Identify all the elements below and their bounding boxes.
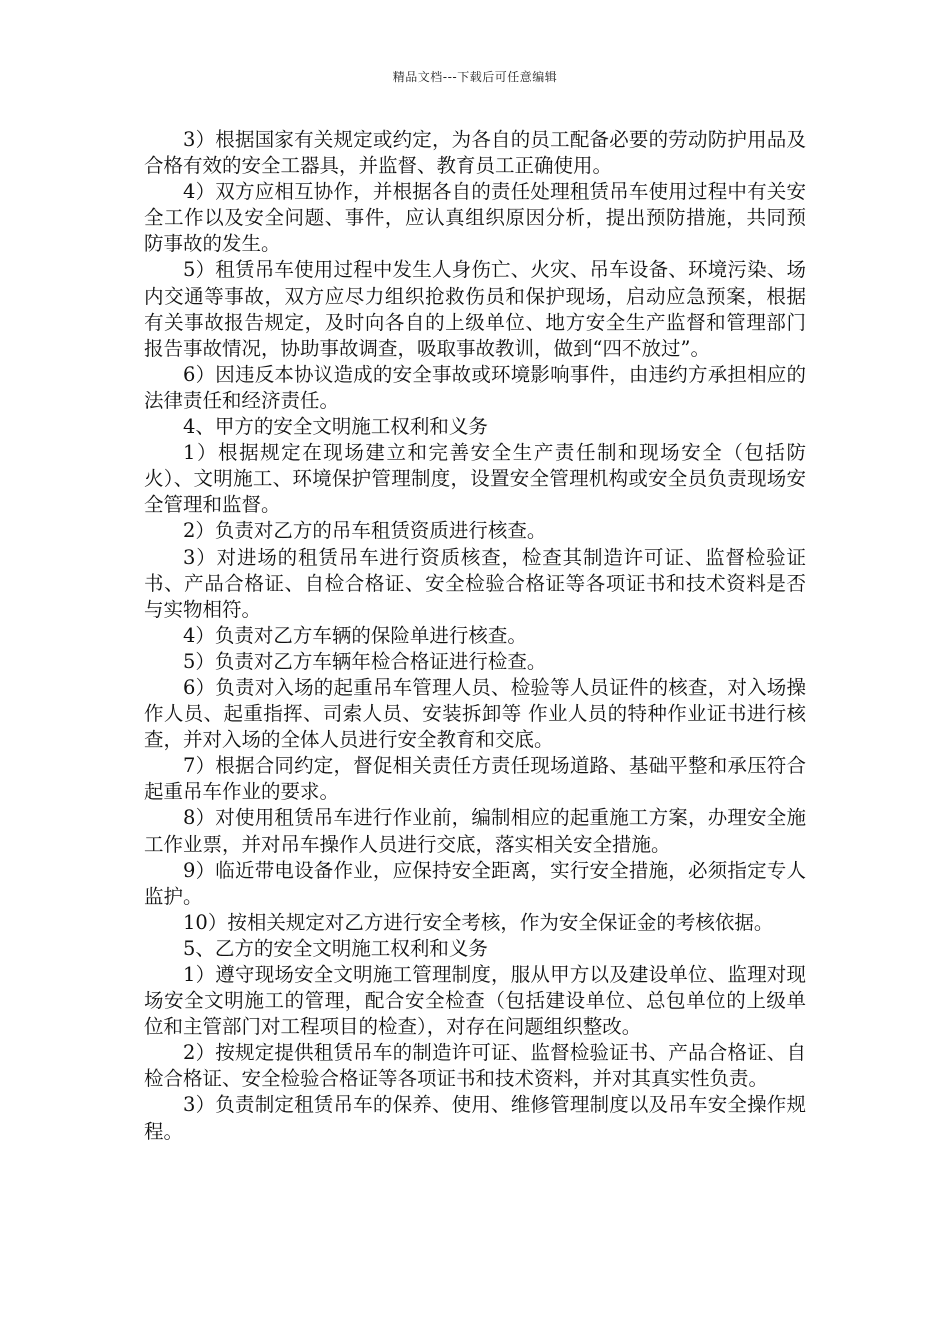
paragraph: 2）按规定提供租赁吊车的制造许可证、监督检验证书、产品合格证、自检合格证、安全检验合格证等各项证书和技术资料，并对其真实性负责。 (144, 1041, 806, 1091)
section-heading: 4、甲方的安全文明施工权利和义务 (183, 415, 488, 439)
section-heading: 5、乙方的安全文明施工权利和义务 (183, 936, 488, 960)
paragraph: 9）临近带电设备作业，应保持安全距离，实行安全措施，必须指定专人监护。 (144, 858, 806, 908)
paragraph: 6）因违反本协议造成的安全事故或环境影响事件，由违约方承担相应的法律责任和经济责任。 (144, 362, 806, 412)
paragraph: 1）遵守现场安全文明施工管理制度，服从甲方以及建设单位、监理对现场安全文明施工的管理，配合安全检查（包括建设单位、总包单位的上级单位和主管部门对工程项目的检查），对存在问题组织整改。 (144, 963, 806, 1039)
paragraph: 3）负责制定租赁吊车的保养、使用、维修管理制度以及吊车安全操作规程。 (144, 1093, 806, 1143)
paragraph: 3）对进场的租赁吊车进行资质核查，检查其制造许可证、监督检验证书、产品合格证、自检合格证、安全检验合格证等各项证书和技术资料是否与实物相符。 (144, 545, 806, 621)
paragraph: 3）根据国家有关规定或约定，为各自的员工配备必要的劳动防护用品及合格有效的安全工器具，并监督、教育员工正确使用。 (144, 128, 806, 178)
document-body (144, 127, 806, 1145)
page-header: 精品文档---下载后可任意编辑 (392, 70, 558, 84)
paragraph: 1）根据规定在现场建立和完善安全生产责任制和现场安全（包括防火）、文明施工、环境保护管理制度，设置安全管理机构或安全员负责现场安全管理和监督。 (144, 441, 806, 517)
paragraph: 2）负责对乙方的吊车租赁资质进行核查。 (183, 519, 547, 543)
paragraph: 5）负责对乙方车辆年检合格证进行检查。 (183, 649, 547, 673)
paragraph: 4）双方应相互协作，并根据各自的责任处理租赁吊车使用过程中有关安全工作以及安全问题、事件，应认真组织原因分析，提出预防措施，共同预防事故的发生。 (144, 180, 806, 256)
paragraph: 10）按相关规定对乙方进行安全考核，作为安全保证金的考核依据。 (183, 910, 774, 934)
paragraph: 6）负责对入场的起重吊车管理人员、检验等人员证件的核查，对入场操作人员、起重指挥、司索人员、安装拆卸等 作业人员的特种作业证书进行核查，并对入场的全体人员进行安全教育和交底。 (144, 675, 806, 752)
paragraph: 7）根据合同约定，督促相关责任方责任现场道路、基础平整和承压符合起重吊车作业的要求。 (144, 754, 806, 804)
paragraph: 4）负责对乙方车辆的保险单进行核查。 (183, 623, 527, 647)
paragraph: 8）对使用租赁吊车进行作业前，编制相应的起重施工方案，办理安全施工作业票，并对吊车操作人员进行交底，落实相关安全措施。 (144, 806, 806, 856)
paragraph: 5）租赁吊车使用过程中发生人身伤亡、火灾、吊车设备、环境污染、场内交通等事故，双方应尽力组织抢救伤员和保护现场，启动应急预案，根据有关事故报告规定，及时向各自的上级单位、地方安全生产监督和管理部门报告事故情况，协助事故调查，吸取事故教训，做到“四不放过”。 (144, 258, 806, 360)
